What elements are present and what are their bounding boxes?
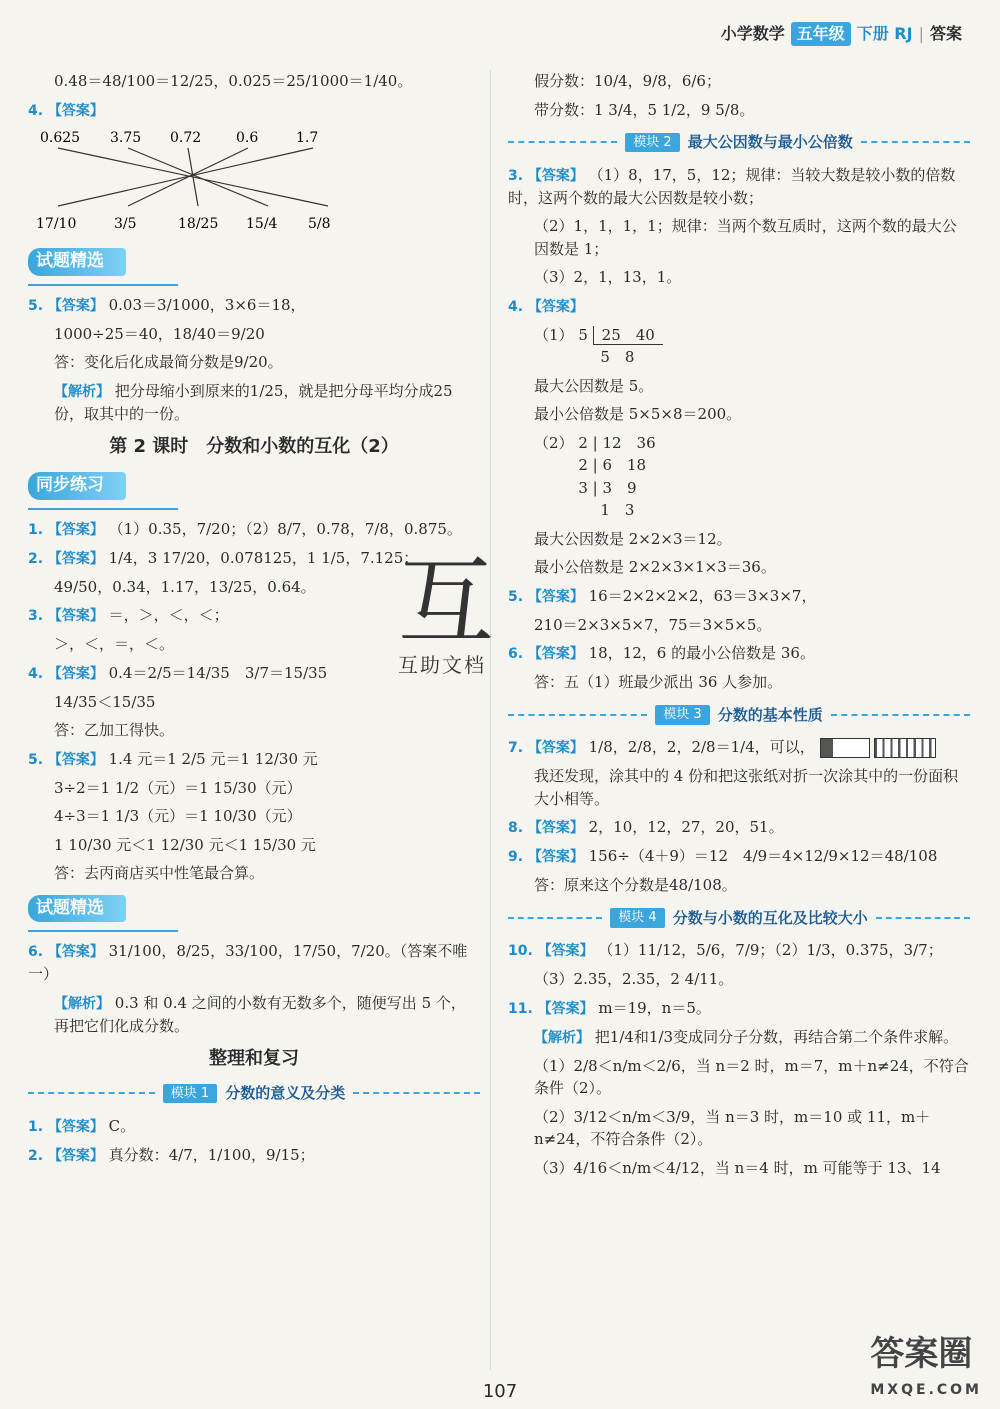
watermark-glyph: 互 bbox=[398, 546, 494, 658]
answer-line: 0.48＝48/100＝12/25，0.025＝25/1000＝1/40。 bbox=[54, 72, 413, 90]
question-number: 6. bbox=[508, 646, 524, 662]
answer-tag: 【答案】 bbox=[47, 608, 104, 624]
module-badge: 模块 1 bbox=[163, 1084, 217, 1104]
matching-diagram bbox=[28, 128, 348, 238]
logo-text: 答案圈 bbox=[870, 1334, 973, 1374]
division-row: 3 | 3 9 bbox=[578, 478, 637, 497]
quotients: 5 8 bbox=[600, 348, 635, 366]
answer-text: 真分数：4/7，1/100，9/15； bbox=[108, 1145, 315, 1164]
question-5 bbox=[28, 294, 480, 317]
header-subject: 小学数学 bbox=[720, 24, 785, 43]
question-number: 10. bbox=[508, 943, 533, 959]
module-header bbox=[508, 704, 970, 727]
right-column bbox=[508, 70, 970, 1185]
question-number: 5. bbox=[28, 297, 44, 314]
answer-tag: 【答案】 bbox=[527, 588, 584, 605]
answer-tag: 【答案】 bbox=[47, 944, 104, 960]
answer-text: （1）8，17，5，12；规律：当较大数是较小数的倍数时，这两个数的最大公因数是较小数； bbox=[508, 165, 956, 207]
shaded-quarter-bar bbox=[820, 738, 870, 758]
explanation bbox=[28, 992, 480, 1038]
division-row: 2 | 12 36 bbox=[578, 433, 656, 452]
page-header bbox=[721, 22, 962, 46]
division-box bbox=[578, 432, 655, 522]
answer-text: C。 bbox=[108, 1116, 136, 1135]
explanation-tag: 【解析】 bbox=[534, 1029, 590, 1046]
question-8 bbox=[508, 816, 970, 839]
review-title: 整理和复习 bbox=[209, 1048, 299, 1069]
watermark-stamp bbox=[398, 546, 518, 714]
logo-url: MXQE.COM bbox=[870, 1382, 982, 1398]
question-7 bbox=[508, 736, 970, 759]
watermark-caption: 互助文档 bbox=[398, 653, 486, 677]
explanation-text: 0.3 和 0.4 之间的小数有无数多个，随便写出 5 个，再把它们化成分数。 bbox=[54, 993, 466, 1035]
answer-line: 最小公倍数是 2×2×3×1×3＝36。 bbox=[534, 558, 776, 576]
question-6 bbox=[28, 940, 480, 986]
module-title: 分数的意义及分类 bbox=[225, 1084, 346, 1102]
answer-tag: 【答案】 bbox=[527, 298, 584, 315]
site-logo bbox=[870, 1329, 982, 1401]
division-row: 1 3 bbox=[600, 501, 635, 519]
module-header bbox=[508, 131, 970, 154]
answer-tag: 【答案】 bbox=[47, 1118, 104, 1135]
answer-text: 0.4＝2/5＝14/35 3/7＝15/35 bbox=[108, 663, 328, 682]
header-volume: 下册 RJ bbox=[856, 24, 913, 43]
explanation bbox=[508, 1026, 970, 1049]
question-9 bbox=[508, 845, 970, 868]
dashed-rule bbox=[508, 714, 647, 716]
explanation-tag: 【解析】 bbox=[54, 383, 110, 400]
module-title: 分数与小数的互化及比较大小 bbox=[672, 908, 868, 927]
dashed-rule bbox=[861, 141, 970, 143]
explanation-text: 把分母缩小到原来的1/25，就是把分母平均分成25份，取其中的一份。 bbox=[54, 381, 453, 423]
answer-text: 1/8，2/8，2，2/8＝1/4，可以， bbox=[588, 738, 815, 756]
banner-label: 同步练习 bbox=[28, 472, 126, 500]
answer-line: （3）2，1，13，1。 bbox=[534, 268, 682, 286]
question-number: 4. bbox=[508, 298, 524, 315]
question-4 bbox=[28, 99, 480, 122]
match-bottom-4: 5/8 bbox=[308, 215, 331, 232]
match-bottom-2: 18/25 bbox=[178, 215, 219, 232]
answer-text: 1.4 元＝1 2/5 元＝1 12/30 元 bbox=[108, 749, 318, 768]
answer-line: （2）1，1，1，1；规律：当两个数互质时，这两个数的最大公因数是 1； bbox=[534, 217, 957, 258]
part-label: （1） bbox=[534, 325, 574, 344]
explanation-tag: 【解析】 bbox=[54, 995, 110, 1012]
shaded-eighths-bar bbox=[874, 738, 936, 758]
module-badge: 模块 4 bbox=[610, 908, 664, 928]
answer-line: 4÷3＝1 1/3（元）＝1 10/30（元） bbox=[54, 807, 302, 825]
question-3 bbox=[508, 164, 970, 210]
answer-line: 1 10/30 元＜1 12/30 元＜1 15/30 元 bbox=[54, 835, 316, 854]
module-header bbox=[508, 907, 970, 930]
section-banner bbox=[28, 468, 178, 510]
explanation bbox=[28, 380, 480, 426]
dashed-rule bbox=[28, 1092, 155, 1094]
divisor: 5 bbox=[578, 325, 588, 344]
review-question-1 bbox=[28, 1115, 480, 1138]
match-bottom-1: 3/5 bbox=[114, 215, 137, 232]
answer-text: 156÷（4＋9）＝12 4/9＝4×12/9×12＝48/108 bbox=[588, 847, 938, 865]
answer-tag: 【答案】 bbox=[47, 665, 104, 682]
part-label: （2） bbox=[534, 433, 574, 452]
header-separator: | bbox=[918, 24, 924, 43]
answer-tag: 【答案】 bbox=[47, 521, 104, 538]
answer-line: （3）2.35，2.35，2 4/11。 bbox=[534, 970, 734, 988]
header-grade: 五年级 bbox=[791, 22, 851, 46]
answer-line: （3）4/16＜n/m＜4/12，当 n＝4 时，m 可能等于 13、14 bbox=[534, 1158, 941, 1177]
question-number: 3. bbox=[508, 167, 524, 184]
answer-text: 0.03＝3/1000，3×6＝18， bbox=[108, 295, 306, 314]
answer-text: m＝19，n＝5。 bbox=[598, 998, 711, 1017]
answer-tag: 【答案】 bbox=[527, 740, 584, 756]
answer-line: 14/35＜15/35 bbox=[54, 692, 156, 711]
answer-text: （1）0.35，7/20；（2）8/7，0.78，7/8，0.875。 bbox=[108, 519, 462, 538]
question-number: 1. bbox=[28, 1118, 44, 1135]
answer-line: 答：变化后化成最简分数是9/20。 bbox=[54, 353, 283, 371]
review-question-2 bbox=[28, 1144, 480, 1167]
answer-tag: 【答案】 bbox=[47, 550, 104, 567]
question-number: 1. bbox=[28, 521, 44, 538]
question-4 bbox=[508, 295, 970, 318]
answer-text: 31/100，8/25，33/100，17/50，7/20。（答案不唯一） bbox=[28, 942, 468, 983]
explanation-text: 把1/4和1/3变成同分子分数，再结合第二个条件求解。 bbox=[594, 1027, 959, 1046]
answer-line: 最小公倍数是 5×5×8＝200。 bbox=[534, 405, 742, 423]
banner-label: 试题精选 bbox=[28, 248, 126, 276]
match-bottom-3: 15/4 bbox=[246, 215, 278, 232]
answer-line: 最大公因数是 2×2×3＝12。 bbox=[534, 529, 732, 548]
question-5 bbox=[28, 748, 480, 771]
answer-tag: 【答案】 bbox=[527, 820, 584, 836]
answer-text: 1/4，3 17/20，0.078125，1 1/5，7.125； bbox=[108, 548, 419, 567]
answer-line: 带分数：1 3/4，5 1/2，9 5/8。 bbox=[534, 100, 755, 119]
match-line bbox=[128, 148, 268, 206]
answer-tag: 【答案】 bbox=[47, 102, 104, 119]
answer-tag: 【答案】 bbox=[527, 849, 584, 865]
answer-text: 2，10，12，27，20，51。 bbox=[588, 818, 784, 836]
match-top-0: 0.625 bbox=[40, 129, 81, 146]
section-banner bbox=[28, 244, 178, 286]
question-number: 3. bbox=[28, 608, 44, 624]
question-1 bbox=[28, 518, 480, 541]
answer-tag: 【答案】 bbox=[527, 646, 584, 662]
question-5 bbox=[508, 585, 970, 608]
answer-line: （2）3/12＜n/m＜3/9，当 n＝3 时，m＝10 或 11，m＋n≠24，不符合条件（2）。 bbox=[534, 1107, 931, 1148]
question-number: 6. bbox=[28, 944, 44, 960]
answer-tag: 【答案】 bbox=[47, 297, 104, 314]
answer-tag: 【答案】 bbox=[537, 943, 594, 959]
question-number: 4. bbox=[28, 102, 44, 119]
module-header bbox=[28, 1082, 480, 1105]
answer-text: ＝，＞，＜，＜； bbox=[108, 606, 229, 624]
answer-line: 1000÷25＝40，18/40＝9/20 bbox=[54, 324, 265, 343]
answer-line: 答：乙加工得快。 bbox=[54, 721, 175, 739]
lesson-title: 第 2 课时 分数和小数的互化（2） bbox=[109, 436, 399, 457]
match-top-3: 0.6 bbox=[236, 129, 259, 146]
question-number: 7. bbox=[508, 740, 524, 756]
division-box bbox=[578, 324, 663, 369]
answer-line: 假分数：10/4，9/8，6/6； bbox=[534, 72, 721, 90]
question-10 bbox=[508, 939, 970, 962]
question-number: 9. bbox=[508, 849, 524, 865]
answer-text: （1）11/12，5/6，7/9；（2）1/3，0.375，3/7； bbox=[598, 941, 943, 959]
section-banner bbox=[28, 891, 178, 933]
dashed-rule bbox=[831, 714, 970, 716]
answer-text: 16＝2×2×2×2，63＝3×3×7， bbox=[588, 586, 817, 605]
answer-line: 答：五（1）班最少派出 36 人参加。 bbox=[534, 673, 783, 691]
answer-line: 答：去丙商店买中性笔最合算。 bbox=[54, 864, 265, 882]
short-division-2 bbox=[508, 432, 970, 522]
answer-line: （1）2/8＜n/m＜2/6，当 n＝2 时，m＝7，m＋n≠24，不符合条件（2）。 bbox=[534, 1056, 969, 1097]
dividends: 25 40 bbox=[593, 326, 663, 345]
division-row: 2 | 6 18 bbox=[578, 456, 647, 474]
answer-tag: 【答案】 bbox=[537, 1000, 594, 1017]
answer-line: 210＝2×3×5×7，75＝3×5×5。 bbox=[534, 615, 772, 634]
answer-tag: 【答案】 bbox=[527, 167, 584, 184]
match-top-1: 3.75 bbox=[110, 129, 142, 146]
question-number: 5. bbox=[28, 751, 44, 768]
question-11 bbox=[508, 997, 970, 1020]
question-number: 4. bbox=[28, 665, 44, 682]
question-number: 5. bbox=[508, 588, 524, 605]
module-title: 分数的基本性质 bbox=[717, 705, 823, 724]
short-division-1 bbox=[508, 324, 970, 369]
module-badge: 模块 3 bbox=[655, 705, 709, 725]
question-number: 8. bbox=[508, 820, 524, 836]
answer-line: 49/50，0.34，1.17，13/25，0.64。 bbox=[54, 577, 316, 596]
match-top-4: 1.7 bbox=[296, 129, 319, 146]
match-bottom-0: 17/10 bbox=[36, 215, 77, 232]
match-top-2: 0.72 bbox=[170, 129, 202, 146]
answer-line: 答：原来这个分数是48/108。 bbox=[534, 876, 737, 894]
answer-text: 18，12，6 的最小公倍数是 36。 bbox=[588, 644, 815, 662]
dashed-rule bbox=[876, 917, 970, 919]
module-title: 最大公因数与最小公倍数 bbox=[687, 133, 853, 151]
answer-tag: 【答案】 bbox=[47, 751, 104, 768]
answer-tag: 【答案】 bbox=[47, 1147, 104, 1164]
header-section: 答案 bbox=[929, 24, 962, 43]
dashed-rule bbox=[508, 141, 617, 143]
question-number: 2. bbox=[28, 1147, 44, 1164]
dashed-rule bbox=[508, 917, 602, 919]
module-badge: 模块 2 bbox=[625, 133, 679, 153]
page-number: 107 bbox=[482, 1381, 518, 1402]
dashed-rule bbox=[353, 1092, 480, 1094]
answer-line: 3÷2＝1 1/2（元）＝1 15/30（元） bbox=[54, 778, 302, 797]
question-number: 11. bbox=[508, 1000, 533, 1017]
question-number: 2. bbox=[28, 550, 44, 567]
answer-line: 最大公因数是 5。 bbox=[534, 376, 654, 395]
column-divider bbox=[490, 70, 491, 1370]
answer-line: 我还发现，涂其中的 4 份和把这张纸对折一次涂其中的一份面积大小相等。 bbox=[534, 767, 959, 808]
question-6 bbox=[508, 642, 970, 665]
banner-label: 试题精选 bbox=[28, 895, 126, 923]
answer-line: ＞，＜，＝，＜。 bbox=[54, 635, 175, 653]
